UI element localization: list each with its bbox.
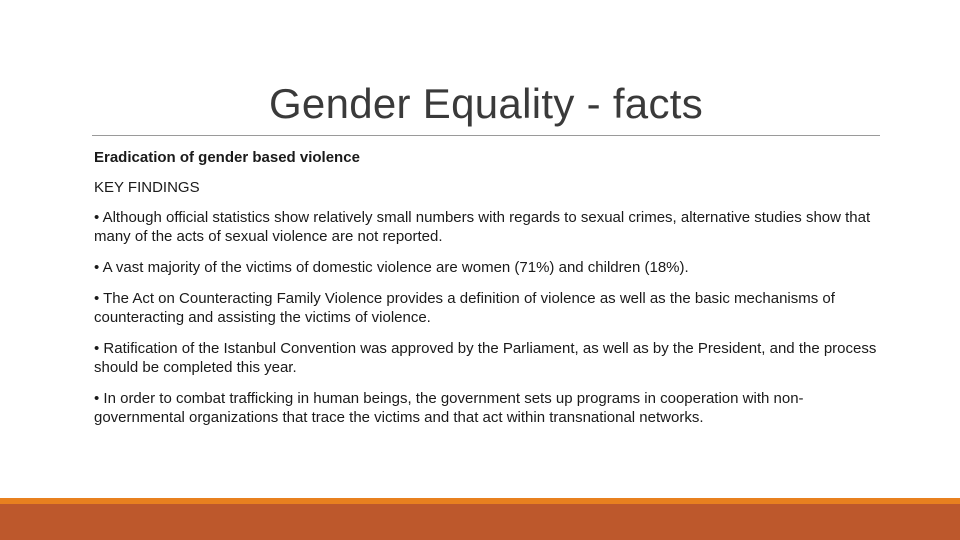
key-findings-label: KEY FINDINGS xyxy=(94,179,200,196)
bullet-item: • The Act on Counteracting Family Violence provides a definition of violence as well as the basic mechanisms of counteracting and assisting the victims of violence. xyxy=(94,290,835,326)
title-divider xyxy=(92,135,880,136)
bullet-item: • Although official statistics show relatively small numbers with regards to sexual crimes, alternative studies show that many of the acts of sexual violence are not reported. xyxy=(94,209,871,245)
section-heading: Eradication of gender based violence xyxy=(94,149,360,166)
slide-body xyxy=(94,148,884,439)
bullet-item: • A vast majority of the victims of domestic violence are women (71%) and children (18%). xyxy=(94,259,689,276)
bullet-item: • Ratification of the Istanbul Convention was approved by the Parliament, as well as by the President, and the process should be completed this year. xyxy=(94,340,877,376)
footer-accent-bar xyxy=(0,504,960,540)
bullet-item: • In order to combat trafficking in human beings, the government sets up programs in cooperation with non-governmental organizations that trace the victims and that act within transnational networks. xyxy=(94,390,804,426)
slide-title: Gender Equality - facts xyxy=(268,80,704,127)
